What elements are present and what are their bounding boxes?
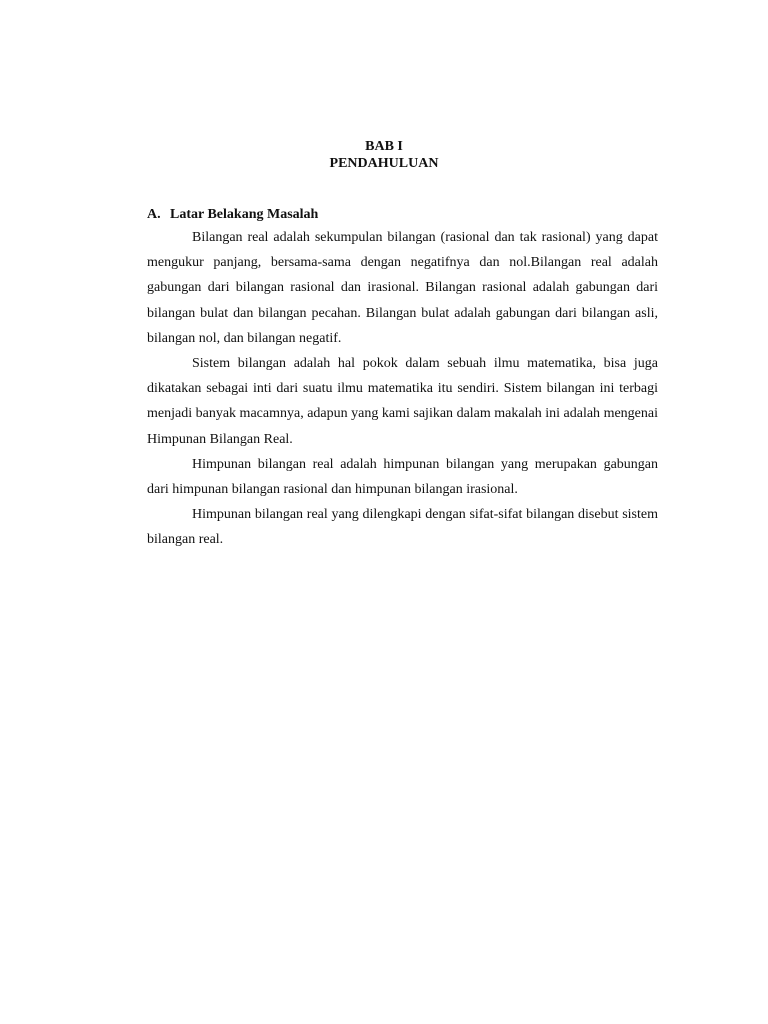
body-text xyxy=(147,225,658,553)
chapter-title: PENDAHULUAN xyxy=(329,156,439,171)
paragraph: Sistem bilangan adalah hal pokok dalam sebuah ilmu matematika, bisa juga dikatakan sebagai inti dari suatu ilmu matematika itu sendiri. Sistem bilangan ini terbagi menjadi banyak macamnya, adapun yang kami sajikan dalam makalah ini adalah mengenai Himpunan Bilangan Real. xyxy=(147,356,658,447)
paragraph: Himpunan bilangan real yang dilengkapi dengan sifat-sifat bilangan disebut sistem bilangan real. xyxy=(147,507,658,548)
chapter-heading xyxy=(0,138,768,172)
section-number: A. xyxy=(147,207,161,222)
paragraph: Himpunan bilangan real adalah himpunan bilangan yang merupakan gabungan dari himpunan bilangan rasional dan himpunan bilangan irasional. xyxy=(147,456,658,498)
paragraph: Bilangan real adalah sekumpulan bilangan (rasional dan tak rasional) yang dapat mengukur panjang, bersama-sama dengan negatifnya dan nol.Bilangan real adalah gabungan dari bilangan rasional dan irasional. Bilangan rasional adalah gabungan dari bilangan bulat dan bilangan pecahan. Bilangan bulat adalah gabungan dari bilangan asli, bilangan nol, dan bilangan negatif. xyxy=(147,230,658,346)
section-title: Latar Belakang Masalah xyxy=(170,207,319,222)
section-heading xyxy=(147,206,318,223)
chapter-number: BAB I xyxy=(365,139,403,154)
